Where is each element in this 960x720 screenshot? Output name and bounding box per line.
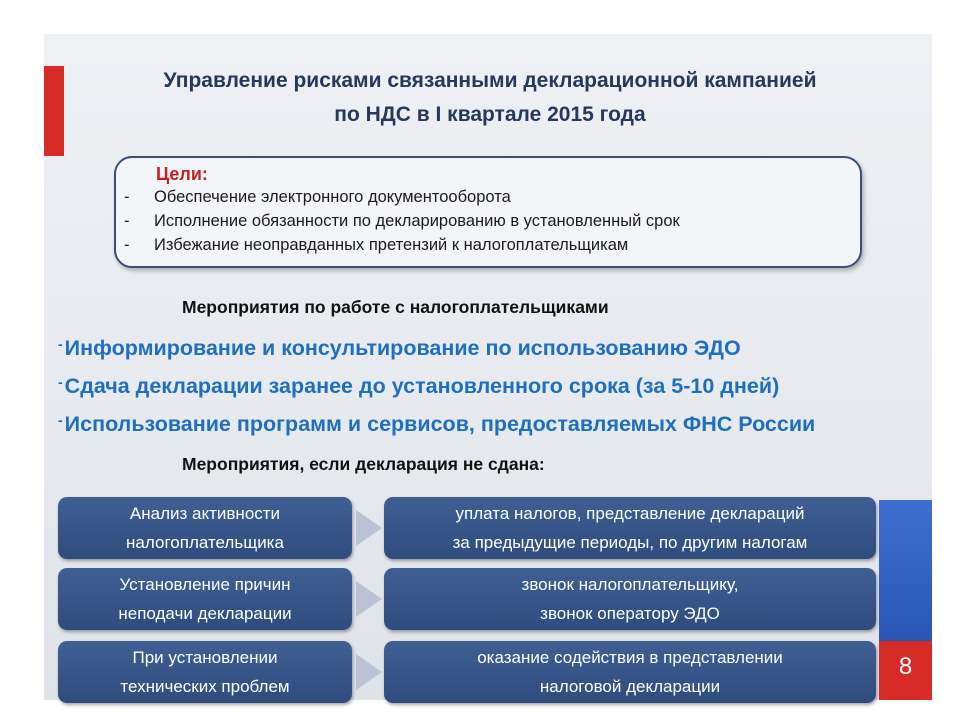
goals-heading: Цели:	[156, 164, 208, 184]
goals-box	[114, 156, 862, 268]
action-result-assistance: оказание содействия в представлении налоговой декларации	[384, 641, 876, 703]
page-number: 8	[898, 653, 913, 680]
action-step-technical: При установлении технических проблем	[58, 641, 352, 703]
red-accent-bar	[44, 66, 64, 156]
blue-flag-stripe	[879, 500, 932, 641]
taxpayer-measures-heading: Мероприятия по работе с налогоплательщиками	[182, 297, 609, 317]
action-step-reasons: Установление причин неподачи декларации	[58, 568, 352, 630]
arrow-right-icon	[356, 510, 382, 546]
action-result-payment: уплата налогов, представление деклараций за предыдущие периоды, по другим налогам	[384, 497, 876, 559]
goal-item: - Исполнение обязанности по декларированию в установленный срок	[124, 212, 680, 230]
not-filed-heading: Мероприятия, если декларация не сдана:	[182, 454, 545, 474]
page-title-line-1: Управление рисками связанными декларационной кампанией	[163, 69, 817, 92]
measure-item: -Сдача декларации заранее до установленного срока (за 5-10 дней)	[58, 374, 780, 398]
arrow-right-icon	[356, 581, 382, 617]
page-title-line-2: по НДС в I квартале 2015 года	[334, 103, 646, 126]
measure-item: -Информирование и консультирование по использованию ЭДО	[58, 336, 741, 360]
action-result-calls: звонок налогоплательщику, звонок оператору ЭДО	[384, 568, 876, 630]
arrow-right-icon	[356, 654, 382, 690]
action-step-analysis: Анализ активности налогоплательщика	[58, 497, 352, 559]
measure-item: -Использование программ и сервисов, предоставляемых ФНС России	[58, 412, 816, 436]
goal-item: - Избежание неоправданных претензий к налогоплательщикам	[124, 236, 629, 254]
goal-item: - Обеспечение электронного документооборота	[124, 188, 511, 206]
